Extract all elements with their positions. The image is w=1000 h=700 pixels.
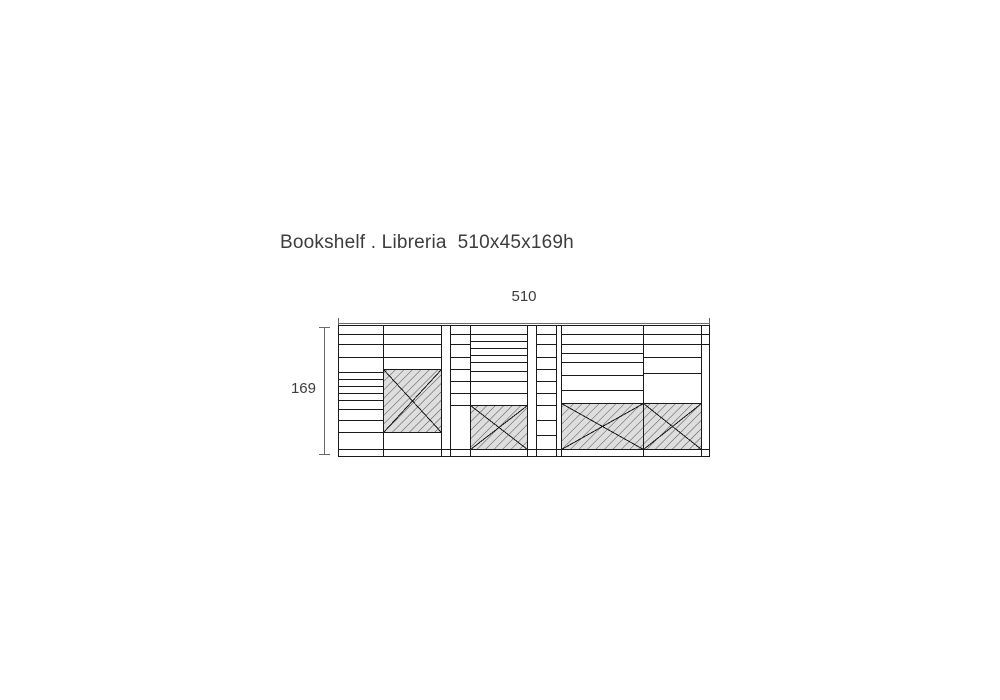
elevation-drawing [280, 280, 740, 470]
width-dimension-label: 510 [511, 288, 537, 305]
bookshelf-elevation-svg [338, 325, 710, 457]
width-dimension-line [338, 323, 710, 324]
page-title: Bookshelf . Libreria 510x45x169h [280, 232, 574, 253]
height-dimension-line [324, 327, 325, 455]
height-dimension-tick-bottom [319, 454, 330, 455]
height-dimension-label: 169 [290, 380, 316, 397]
height-dimension-tick-top [319, 327, 330, 328]
